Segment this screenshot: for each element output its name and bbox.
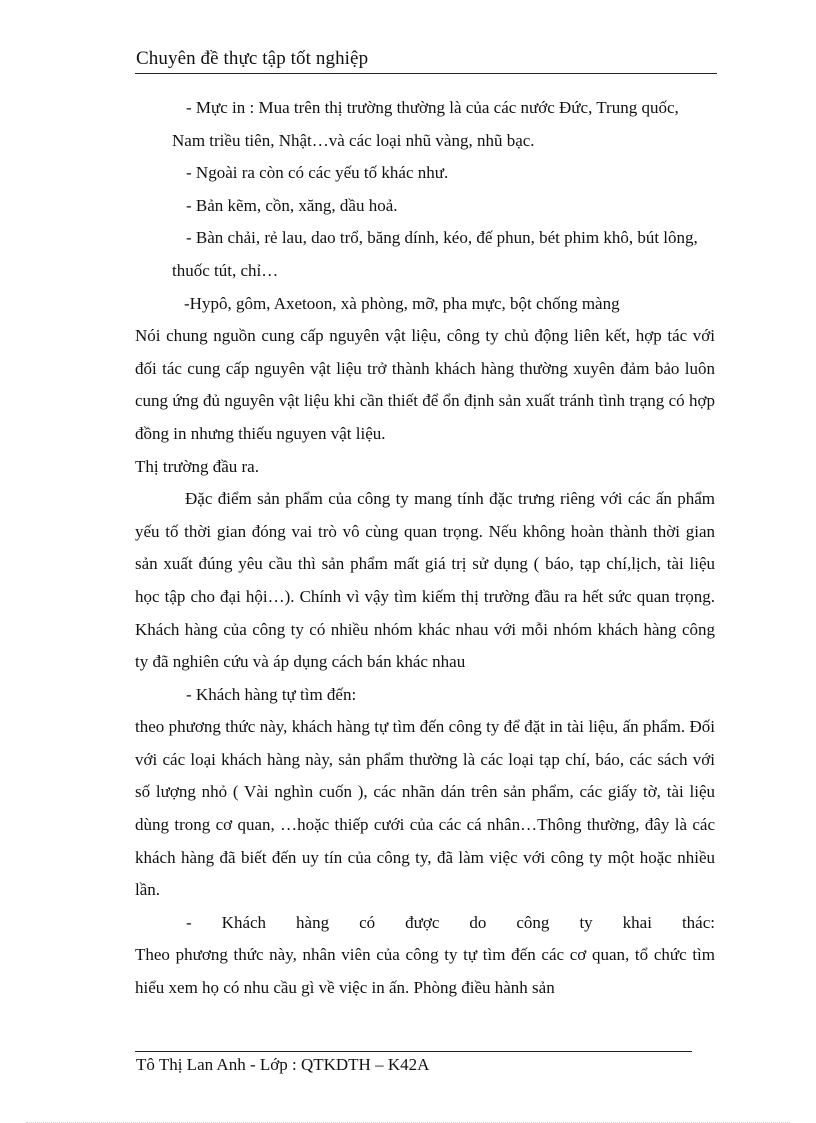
word: công — [516, 912, 550, 932]
word: - — [186, 912, 192, 932]
paragraph-exploited-customers — [135, 907, 715, 940]
paragraph-self-seeking-details: theo phương thức này, khách hàng tự tìm đến công ty để đặt in tài liệu, ấn phẩm. Đối với các loại khách hàng này, sản phẩm thường là các loại tạp chí, báo, các sách với số lượng nhỏ ( Vài nghìn cuốn ), các nhãn dán trên sản phẩm, các giấy tờ, tài liệu dùng trong cơ quan, …hoặc thiếp cưới của các cá nhân…Thông thường, đây là các khách hàng đã biết đến uy tín của công ty, đã làm việc với công ty một hoặc nhiều lần. — [135, 717, 715, 900]
word: thác: — [681, 912, 715, 932]
paragraph-tools: - Bàn chải, rẻ lau, dao trổ, băng dính, kéo, đế phun, bét phim khô, bút lông, thuốc tút, chỉ… — [172, 228, 698, 280]
page-footer-author: Tô Thị Lan Anh - Lớp : QTKDTH – K42A — [136, 1055, 430, 1074]
paragraph-supply-summary: Nói chung nguồn cung cấp nguyên vật liệu, công ty chủ động liên kết, hợp tác với đối tác cung cấp nguyên vật liệu trở thành khách hàng thường xuyên đảm bảo luôn cung ứng đủ nguyên vật liệu khi cần thiết để ổn định sản xuất tránh tình trạng có hợp đồng in nhưng thiếu nguyen vật liệu. — [135, 326, 715, 443]
header-divider — [135, 73, 717, 74]
word: ty — [579, 912, 593, 932]
paragraph-chemicals: -Hypô, gôm, Axetoon, xà phòng, mỡ, pha mực, bột chống màng — [184, 293, 620, 313]
word: Khách — [221, 912, 267, 932]
page-header-title: Chuyên đề thực tập tốt nghiệp — [136, 48, 369, 69]
paragraph-exploited-details: Theo phương thức này, nhân viên của công ty tự tìm đến các cơ quan, tổ chức tìm hiểu xem họ có nhu cầu gì về việc in ấn. Phòng điều hành sản — [135, 945, 715, 998]
word: có — [359, 912, 376, 932]
paragraph-self-seeking-customers: - Khách hàng tự tìm đến: — [186, 684, 357, 704]
section-heading-output-market: Thị trường đầu ra. — [135, 456, 259, 476]
paragraph-product-characteristics: Đặc điểm sản phẩm của công ty mang tính đặc trưng riêng với các ấn phẩm yếu tố thời gian đóng vai trò vô cùng quan trọng. Nếu không hoàn thành thời gian sản xuất đúng yêu cầu thì sản phẩm mất giá trị sử dụng ( báo, tạp chí,lịch, tài liệu học tập cho đại hội…). Chính vì vậy tìm kiếm thị trường đầu ra hết sức quan trọng. Khách hàng của công ty có nhiều nhóm khác nhau với mỗi nhóm khách hàng công ty đã nghiên cứu và áp dụng cách bán khác nhau — [135, 489, 715, 672]
word: do — [469, 912, 487, 932]
word: hàng — [296, 912, 330, 932]
word: được — [405, 912, 440, 932]
footer-divider — [135, 1051, 692, 1052]
word: khai — [622, 912, 652, 932]
paragraph-zinc-plates: - Bản kẽm, cồn, xăng, dầu hoả. — [186, 195, 398, 215]
paragraph-ink: - Mực in : Mua trên thị trường thường là của các nước Đức, Trung quốc, Nam triều tiên, Nhật…và các loại nhũ vàng, nhũ bạc. — [172, 98, 679, 150]
document-body — [135, 92, 715, 1005]
paragraph-other-factors: - Ngoài ra còn có các yếu tố khác như. — [186, 163, 449, 183]
